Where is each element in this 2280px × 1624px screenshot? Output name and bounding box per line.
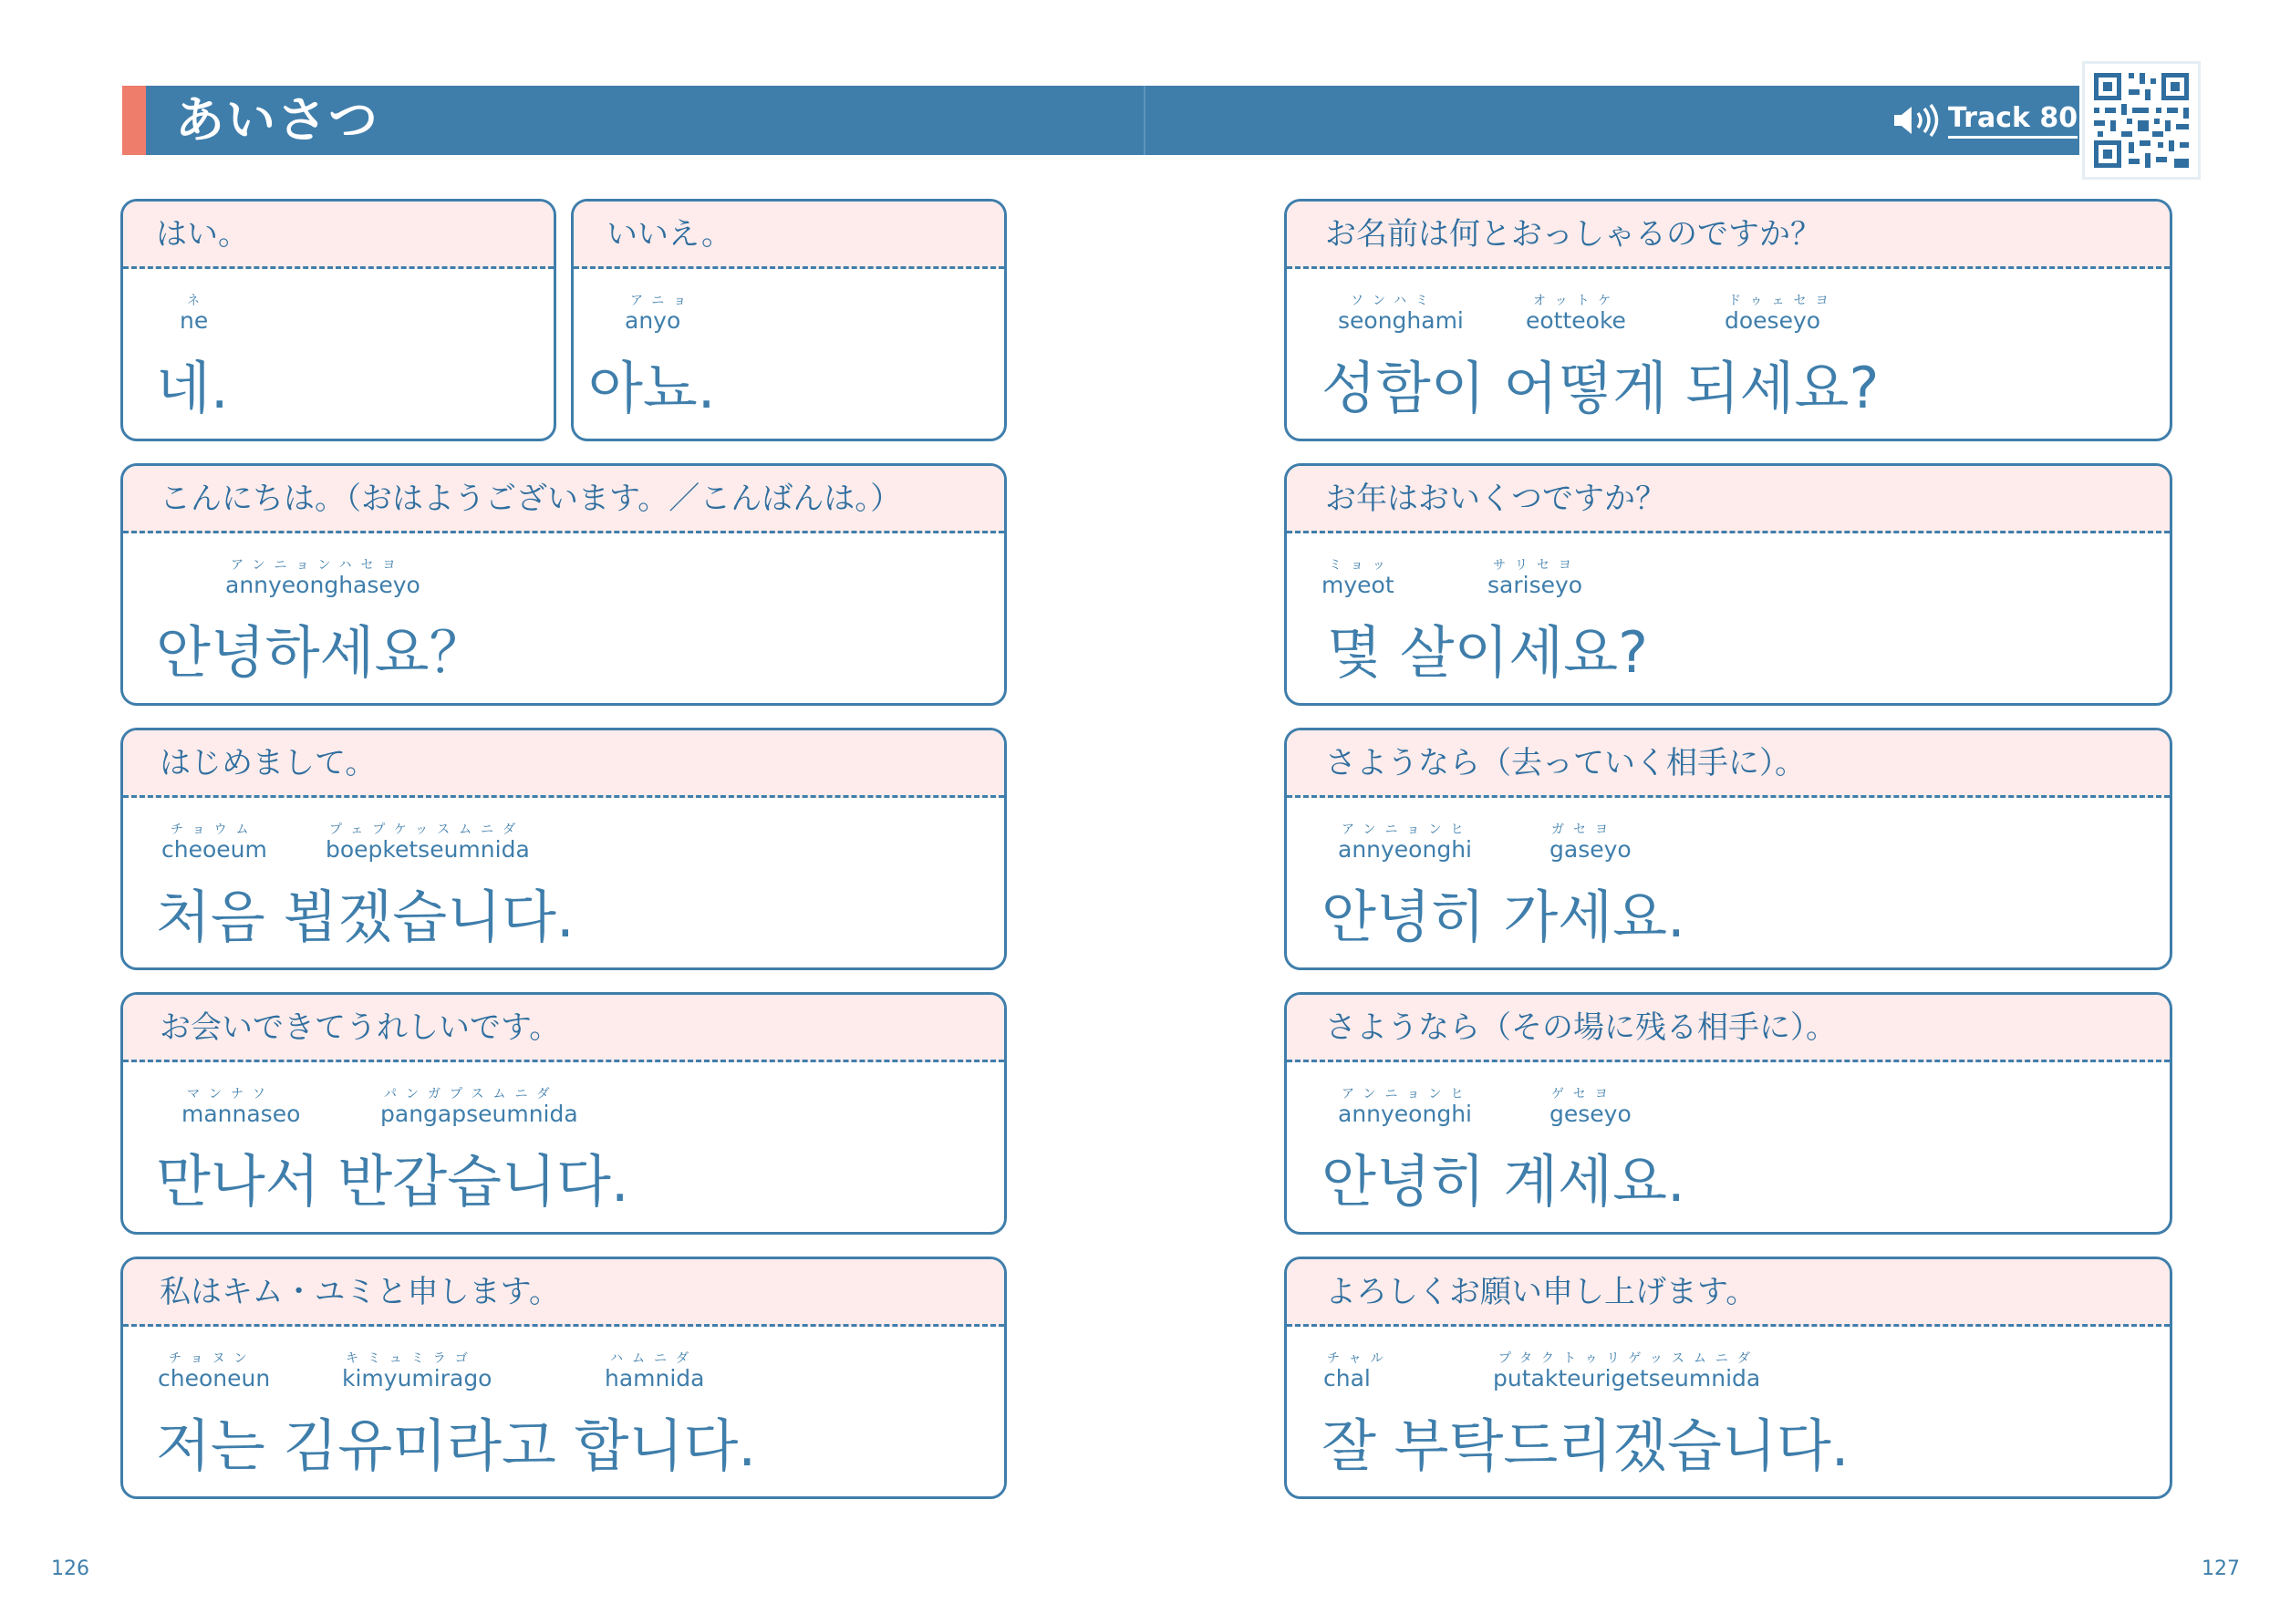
katakana-reading: チョヌン [169, 1351, 256, 1366]
qr-code[interactable] [2085, 64, 2198, 177]
romanization: kimyumirago [342, 1365, 492, 1391]
katakana-reading: パンガプスムニダ [384, 1087, 559, 1102]
romanization: annyeonghaseyo [225, 572, 420, 598]
romanization: chal [1323, 1365, 1371, 1391]
katakana-reading: アンニョンハセヨ [231, 558, 405, 573]
korean-phrase: 안녕히 계세요. [1321, 1148, 1685, 1215]
katakana-reading: ミョッ [1329, 558, 1394, 573]
romanization: anyo [625, 307, 681, 334]
phrase-card-glad-to-meet [120, 992, 1007, 1235]
korean-phrase: 안녕하세요？ [156, 619, 486, 686]
card-header [123, 202, 554, 269]
section-title: あいさつ [175, 91, 379, 149]
phrase-card-goodbye-leaving [1284, 728, 2172, 970]
korean-phrase: 네. [156, 355, 229, 421]
phrase-card-ask-name [1284, 199, 2172, 441]
katakana-reading: ガセヨ [1551, 822, 1617, 837]
japanese-phrase: よろしくお願い申し上げます。 [1325, 1274, 1757, 1310]
qr-code-icon [2085, 64, 2198, 177]
romanization: putakteurigetseumnida [1493, 1365, 1761, 1391]
japanese-phrase: さようなら（去っていく相手に）。 [1325, 745, 1806, 781]
page-number-right: 127 [2202, 1557, 2240, 1580]
katakana-reading: プェプケッスムニダ [329, 822, 525, 837]
japanese-phrase: いいえ。 [606, 216, 733, 253]
card-header [123, 995, 1004, 1062]
audio-track-link[interactable] [1891, 97, 2078, 144]
phrase-card-goodbye-staying [1284, 992, 2172, 1235]
katakana-reading: チャル [1327, 1351, 1393, 1366]
speaker-icon [1891, 102, 1943, 139]
card-header [1287, 466, 2170, 533]
phrase-card-hello [120, 463, 1007, 706]
romanization: annyeonghi [1338, 1101, 1472, 1127]
japanese-phrase: 私はキム・ユミと申します。 [160, 1274, 560, 1310]
romanization: eotteoke [1526, 307, 1626, 334]
card-header [574, 202, 1004, 269]
katakana-reading: マンナソ [187, 1087, 275, 1102]
romanization: sariseyo [1487, 572, 1583, 598]
japanese-phrase: お名前は何とおっしゃるのですか？ [1325, 216, 1821, 253]
katakana-reading: ハムニダ [610, 1351, 698, 1366]
katakana-reading: ソンハミ [1351, 294, 1438, 308]
japanese-phrase: お年はおいくつですか？ [1325, 481, 1666, 517]
page-fold-line [1144, 86, 1145, 155]
romanization: boepketseumnida [326, 836, 530, 863]
banner-accent [122, 86, 146, 155]
phrase-card-ask-age [1284, 463, 2172, 706]
section-banner [122, 86, 2079, 155]
card-header [123, 466, 1004, 533]
romanization: gaseyo [1549, 836, 1632, 863]
romanization: hamnida [605, 1365, 705, 1391]
romanization: myeot [1321, 572, 1394, 598]
korean-phrase: 잘 부탁드리겠습니다. [1321, 1412, 1850, 1479]
katakana-reading: キミュミラゴ [346, 1351, 477, 1366]
katakana-reading: オットケ [1533, 294, 1621, 308]
katakana-reading: ネ [187, 294, 209, 308]
japanese-phrase: さようなら（その場に残る相手に）。 [1325, 1009, 1837, 1046]
card-header [1287, 1259, 2170, 1327]
card-header [1287, 995, 2170, 1062]
romanization: cheoneun [158, 1365, 271, 1391]
card-header [123, 1259, 1004, 1327]
korean-phrase: 아뇨. [588, 355, 716, 421]
romanization: geseyo [1549, 1101, 1632, 1127]
card-header [1287, 730, 2170, 798]
japanese-phrase: はい。 [156, 216, 249, 253]
phrase-card-name-intro [120, 1257, 1007, 1499]
katakana-reading: アンニョンヒ [1342, 822, 1473, 837]
japanese-phrase: お会いできてうれしいです。 [160, 1009, 561, 1046]
track-label: Track 80 [1948, 102, 2078, 139]
katakana-reading: プタクトゥリゲッスムニダ [1498, 1351, 1759, 1366]
phrase-card-nice-to-meet [120, 728, 1007, 970]
page-number-left: 126 [51, 1557, 89, 1580]
katakana-reading: ゲセヨ [1551, 1087, 1617, 1102]
romanization: annyeonghi [1338, 836, 1472, 863]
katakana-reading: アンニョンヒ [1342, 1087, 1473, 1102]
katakana-reading: ドゥェセヨ [1728, 294, 1838, 308]
katakana-reading: チョウム [171, 822, 258, 837]
korean-phrase: 성함이 어떻게 되세요? [1321, 355, 1880, 421]
romanization: cheoeum [161, 836, 267, 863]
katakana-reading: アニョ [630, 294, 696, 308]
romanization: mannaseo [181, 1101, 301, 1127]
romanization: doeseyo [1725, 307, 1821, 334]
korean-phrase: 안녕히 가세요. [1321, 884, 1685, 950]
card-header [1287, 202, 2170, 269]
card-header [123, 730, 1004, 798]
japanese-phrase: はじめまして。 [160, 745, 377, 781]
korean-phrase: 처음 뵙겠습니다. [156, 884, 575, 950]
korean-phrase: 저는 김유미라고 합니다. [156, 1412, 757, 1479]
korean-phrase: 만나서 반갑습니다. [156, 1148, 629, 1215]
phrase-card-yes [120, 199, 556, 441]
romanization: seonghami [1338, 307, 1464, 334]
japanese-phrase: こんにちは。（おはようございます。／こんばんは。） [160, 481, 902, 517]
katakana-reading: サリセヨ [1493, 558, 1580, 573]
phrase-card-no [571, 199, 1007, 441]
phrase-card-regards [1284, 1257, 2172, 1499]
korean-phrase: 몇 살이세요? [1327, 619, 1649, 686]
romanization: ne [180, 307, 209, 334]
romanization: pangapseumnida [380, 1101, 578, 1127]
